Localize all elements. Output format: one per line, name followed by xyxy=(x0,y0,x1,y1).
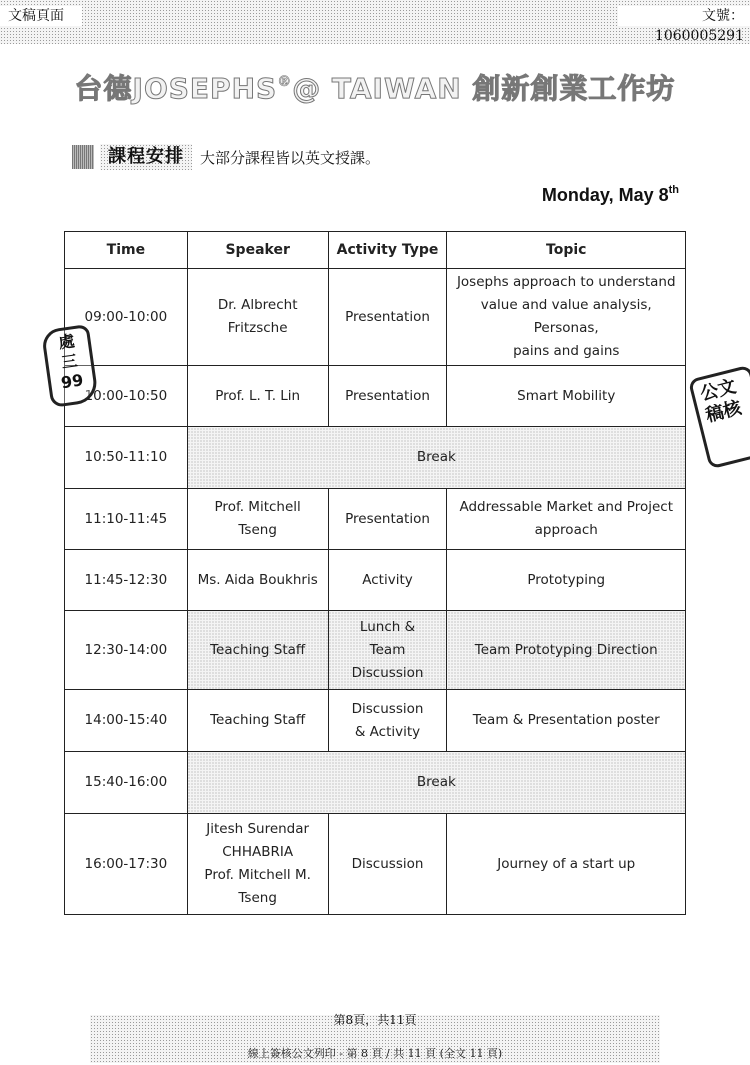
cell-activity-type: Lunch & Team Discussion xyxy=(328,611,447,690)
cell-topic: Addressable Market and Project approach xyxy=(447,489,686,550)
cell-topic: Prototyping xyxy=(447,550,686,611)
cell-speaker: Prof. Mitchell Tseng xyxy=(187,489,328,550)
cell-topic: Journey of a start up xyxy=(447,814,686,915)
header-left-label: 文稿頁面 xyxy=(0,6,82,26)
header-speaker: Speaker xyxy=(187,232,328,269)
header-time: Time xyxy=(65,232,188,269)
cell-time: 11:45-12:30 xyxy=(65,550,188,611)
table-row xyxy=(65,550,686,611)
cell-activity-type: Activity xyxy=(328,550,447,611)
header-topic: Topic xyxy=(447,232,686,269)
cell-speaker: Prof. L. T. Lin xyxy=(187,366,328,427)
official-stamp-right: 公文 稿核 xyxy=(688,365,750,470)
cell-activity-type: Discussion xyxy=(328,814,447,915)
registered-mark: ® xyxy=(277,74,293,90)
cell-speaker: Teaching Staff xyxy=(187,611,328,690)
cell-time: 16:00-17:30 xyxy=(65,814,188,915)
section-marker-icon xyxy=(72,145,94,169)
banner-title-part1: 台德JOSEPHS xyxy=(74,72,278,105)
cell-speaker: Dr. Albrecht Fritzsche xyxy=(187,269,328,366)
table-row xyxy=(65,690,686,752)
date-text: Monday, May 8 xyxy=(541,185,669,205)
table-header-row xyxy=(65,232,686,269)
cell-activity-type: Presentation xyxy=(328,489,447,550)
section-note: 大部分課程皆以英文授課。 xyxy=(200,148,381,167)
section-heading xyxy=(72,143,380,171)
cell-time: 09:00-10:00 xyxy=(65,269,188,366)
cell-time: 10:50-11:10 xyxy=(65,427,188,489)
cell-time: 10:00-10:50 xyxy=(65,366,188,427)
cell-time: 11:10-11:45 xyxy=(65,489,188,550)
cell-time: 12:30-14:00 xyxy=(65,611,188,690)
table-row xyxy=(65,489,686,550)
banner-title-part2: @ TAIWAN 創新創業工作坊 xyxy=(292,72,676,105)
section-title: 課程安排 xyxy=(100,144,192,170)
header-activity-type: Activity Type xyxy=(328,232,447,269)
table-row-break xyxy=(65,427,686,489)
footer-page-number: 第8頁，共11頁 xyxy=(333,1013,417,1027)
schedule-table xyxy=(64,231,686,915)
cell-time: 15:40-16:00 xyxy=(65,752,188,814)
cell-activity-type: Discussion & Activity xyxy=(328,690,447,752)
cell-speaker: Ms. Aida Boukhris xyxy=(187,550,328,611)
table-row-break xyxy=(65,752,686,814)
cell-break: Break xyxy=(187,752,685,814)
cell-topic: Team Prototyping Direction xyxy=(447,611,686,690)
document-number: 文號：1060005291 xyxy=(618,6,750,26)
cell-activity-type: Presentation xyxy=(328,269,447,366)
table-row xyxy=(65,269,686,366)
cell-speaker: Teaching Staff xyxy=(187,690,328,752)
cell-time: 14:00-15:40 xyxy=(65,690,188,752)
cell-topic: Team & Presentation poster xyxy=(447,690,686,752)
table-row xyxy=(65,366,686,427)
table-row xyxy=(65,611,686,690)
cell-break: Break xyxy=(187,427,685,489)
date-heading xyxy=(542,184,679,206)
footer-print-line: 線上簽核公文列印 - 第 8 頁 / 共 11 頁 (全文 11 頁) xyxy=(247,1047,503,1060)
banner-title xyxy=(0,62,750,109)
cell-topic: Smart Mobility xyxy=(447,366,686,427)
official-stamp-left: 處 三 99 xyxy=(41,324,99,408)
cell-speaker: Jitesh Surendar CHHABRIA Prof. Mitchell M. Tseng xyxy=(187,814,328,915)
date-suffix: th xyxy=(668,184,679,196)
cell-topic: Josephs approach to understand value and value analysis, Personas, pains and gains xyxy=(447,269,686,366)
table-row xyxy=(65,814,686,915)
cell-activity-type: Presentation xyxy=(328,366,447,427)
